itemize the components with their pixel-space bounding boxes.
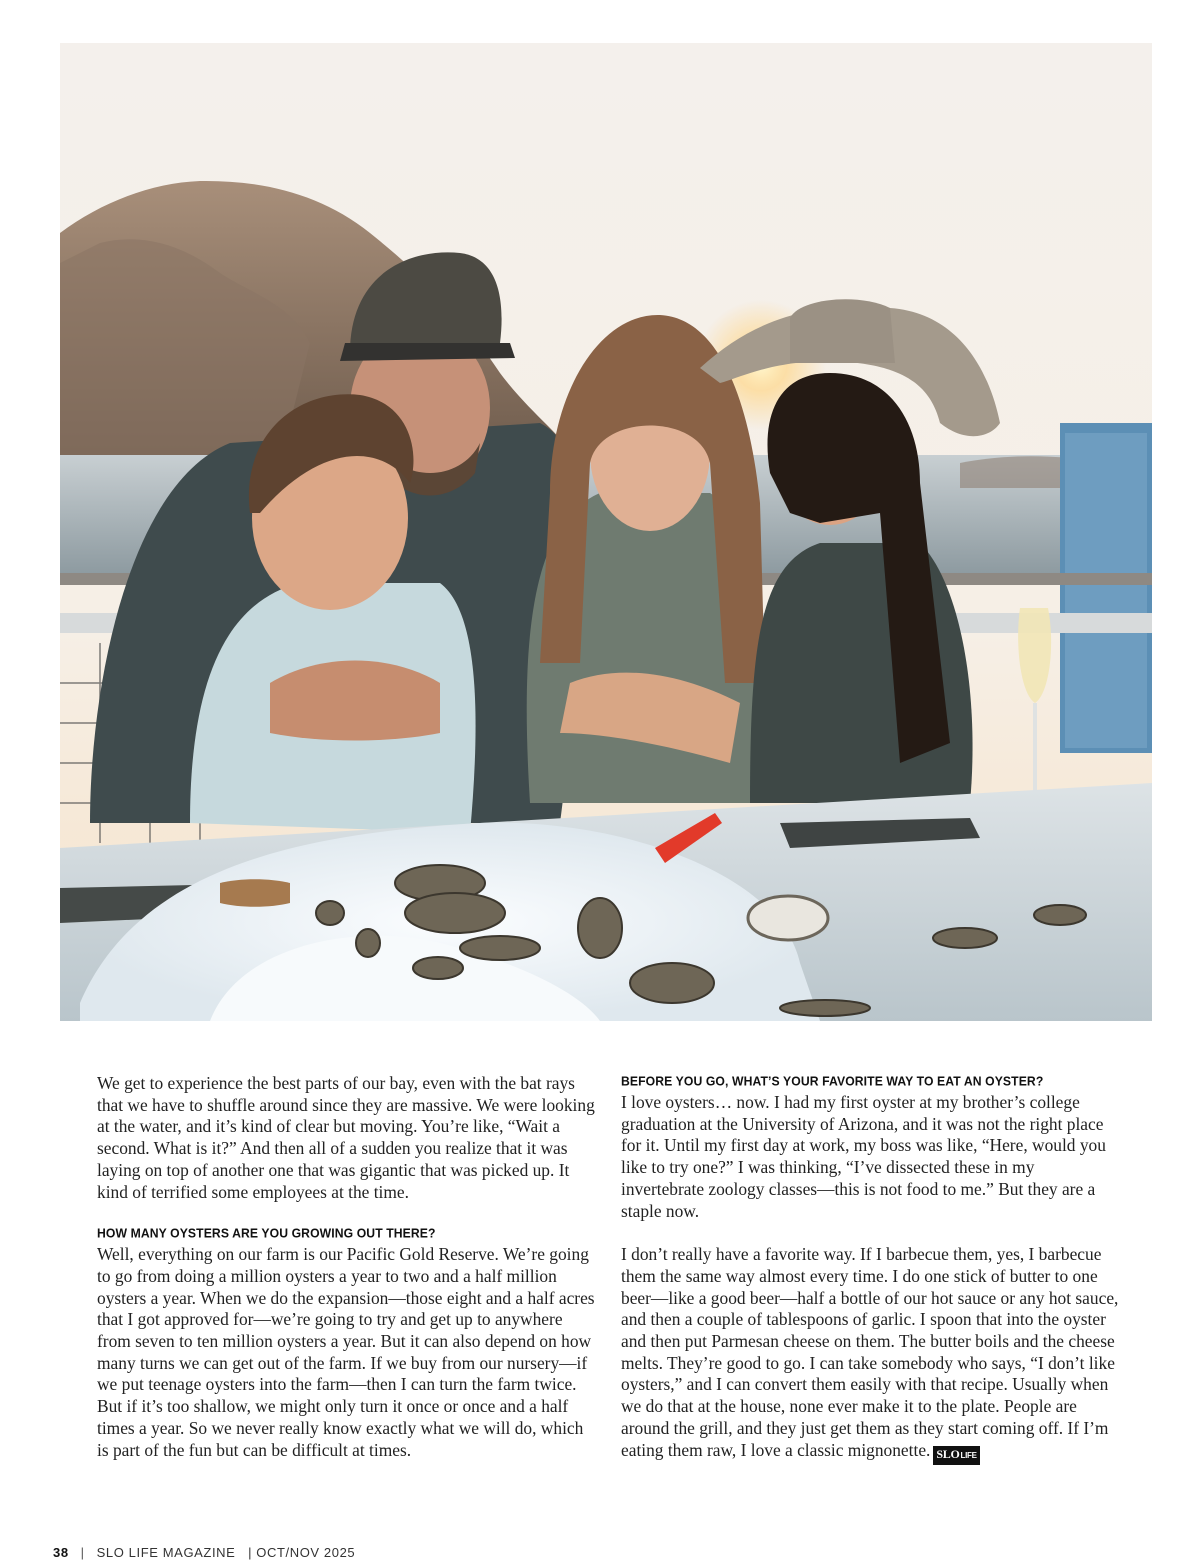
article-paragraph: Well, everything on our farm is our Pacific Gold Reserve. We’re going to go from doing a million oysters a year to two and a half million oysters a year. When we do the expansion—those eight and a half acres that I got approved for—we’re going to try and get up to anywhere from seven to ten million oysters a year. But it can also depend on how many turns we can get out of the farm. If we buy from our nursery—if we put teenage oysters into the farm—then I can turn the farm twice. But if it’s too shallow, we might only turn it once or once and a half times a year. So we never really know exactly what we will do, which is part of the fun but can be difficult at times.	[97, 1244, 595, 1460]
article-left-column	[97, 1073, 597, 1461]
article-paragraph-final	[621, 1244, 1121, 1464]
family-photo	[60, 43, 1152, 1021]
footer-divider: |	[80, 1545, 85, 1560]
article-right-column	[621, 1073, 1121, 1465]
article-paragraph: We get to experience the best parts of our bay, even with the bat rays that we have to shuffle around since they are massive. We were looking at the water, and it’s kind of clear but moving. You’re like, “Wait a second. What is it?” And then all of a sudden you realize that it was laying on top of another one that was gigantic that was picked up. It kind of terrified some employees at the time.	[97, 1073, 595, 1202]
question-heading: BEFORE YOU GO, WHAT’S YOUR FAVORITE WAY TO EAT AN OYSTER?	[621, 1073, 1044, 1089]
magazine-name: SLO LIFE MAGAZINE	[96, 1545, 236, 1560]
question-heading: HOW MANY OYSTERS ARE YOU GROWING OUT THERE?	[97, 1225, 436, 1241]
page-footer	[53, 1545, 355, 1561]
article-paragraph: I love oysters… now. I had my first oyster at my brother’s college graduation at the University of Arizona, and it was not the right place for it. Until my first day at work, my boss was like, “Here, would you like to try one?” I was thinking, “I’ve dissected these in my invertebrate zoology classes—this is not food to me.” But they are a staple now.	[621, 1092, 1106, 1221]
slo-life-end-mark-logo: SLOLIFE	[933, 1446, 979, 1465]
page-number: 38	[53, 1545, 69, 1560]
issue-date: | OCT/NOV 2025	[248, 1545, 356, 1560]
article-paragraph-text: I don’t really have a favorite way. If I barbecue them, yes, I barbecue them the same way almost every time. I do one stick of butter to one beer—like a good beer—half a bottle of our hot sauce or any hot sauce, and then a couple of tablespoons of garlic. I spoon that into the oyster and then put Parmesan cheese on them. The butter boils and the cheese melts. They’re good to go. I can take somebody who says, “I don’t like oysters,” and I can convert them easily with that recipe. Usually when we do that at the house, none ever make it to the plate. People are around the grill, and they just get them as they start coming off. If I’m eating them raw, I love a classic mignonette.	[621, 1244, 1119, 1460]
